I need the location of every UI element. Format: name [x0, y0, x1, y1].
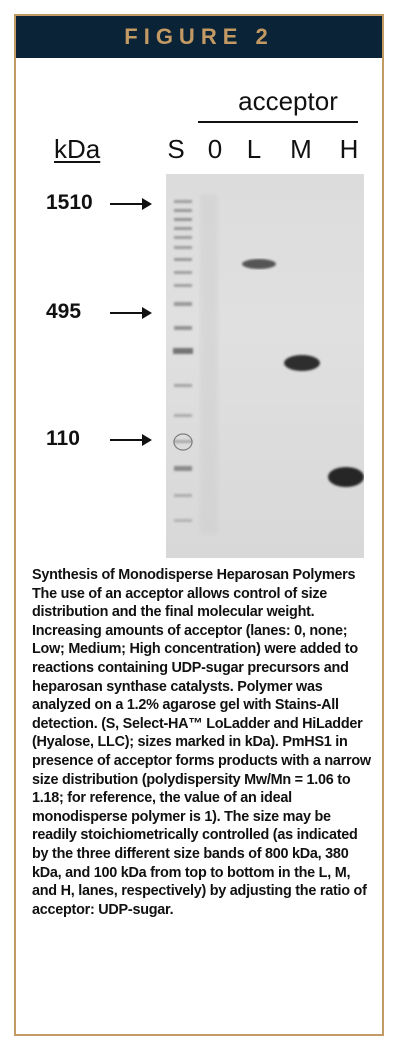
- lane-label-m: M: [290, 134, 312, 164]
- marker-1510: 1510: [46, 191, 93, 214]
- figure-caption: [32, 566, 377, 919]
- units-label: kDa: [54, 134, 101, 164]
- gel-image: [166, 174, 364, 558]
- lane-label-s: S: [167, 134, 185, 164]
- marker-110: 110: [46, 427, 80, 450]
- lane-label-h: H: [339, 134, 359, 164]
- marker-arrow-495: [110, 312, 150, 314]
- caption-body: The use of an acceptor allows control of size distribution and the final molecular weight. Increasing amounts of acceptor (lanes: 0, none; Low; Medium; High concentration) were added to reactions containing UDP-sugar precursors and heparosan synthase catalysts. Polymer was analyzed on a 1.2% agarose gel with Stains-All detection. (S, Select-HA™ LoLadder and HiLadder (Hyalose, LLC); sizes marked in kDa). PmHS1 in presence of acceptor forms products with a narrow size distribution (polydispersity Mw/Mn = 1.06 to 1.18; for reference, the value of an ideal monodisperse polymer is 1). The size may be readily stoichiometrically controlled (as indicated by the three different size bands of 800 kDa, 380 kDa, and 100 kDa from top to bottom in the L, M, and H, lanes, respectively) by adjusting the ratio of acceptor: UDP-sugar.: [32, 585, 371, 918]
- caption-title: Synthesis of Monodisperse Heparosan Polymers: [32, 567, 356, 583]
- band-h: [328, 467, 364, 487]
- acceptor-label: acceptor: [238, 86, 338, 116]
- figure-title: FIGURE 2: [124, 24, 274, 49]
- band-m: [284, 355, 320, 371]
- gel-figure: [16, 58, 382, 558]
- ladder-lane: [173, 200, 193, 522]
- acceptor-bracket-line: [198, 121, 358, 123]
- marker-495: 495: [46, 300, 82, 323]
- marker-arrow-110: [110, 439, 150, 441]
- marker-arrow-1510: [110, 203, 150, 205]
- figure-frame: [14, 14, 384, 1036]
- lane-label-0: 0: [207, 134, 223, 164]
- lane-label-l: L: [246, 134, 262, 164]
- figure-header: [16, 16, 382, 58]
- gel-bands: [166, 174, 364, 558]
- band-l: [242, 259, 276, 269]
